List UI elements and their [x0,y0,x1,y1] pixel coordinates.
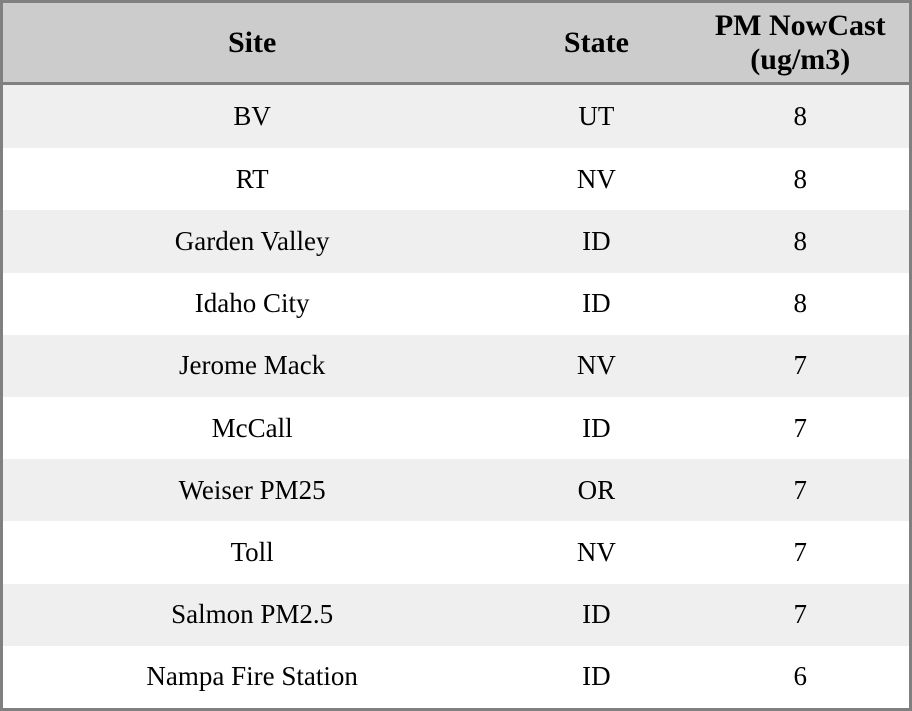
cell-value: 7 [692,459,909,521]
table-row [3,84,909,149]
cell-value: 8 [692,84,909,149]
cell-value: 7 [692,335,909,397]
cell-value: 8 [692,273,909,335]
cell-state: NV [501,335,691,397]
cell-state: ID [501,210,691,272]
cell-state: NV [501,521,691,583]
column-header-pm-nowcast: PM NowCast (ug/m3) [692,3,909,84]
table-row [3,521,909,583]
pm-nowcast-table [3,3,909,708]
table-row [3,646,909,708]
cell-site: BV [3,84,501,149]
table-row [3,397,909,459]
cell-value: 7 [692,584,909,646]
cell-value: 8 [692,210,909,272]
table-header [3,3,909,84]
table-row [3,584,909,646]
table-body [3,84,909,708]
table-row [3,210,909,272]
cell-value: 6 [692,646,909,708]
table-row [3,335,909,397]
cell-site: Weiser PM25 [3,459,501,521]
cell-site: Nampa Fire Station [3,646,501,708]
column-header-site: Site [3,3,501,84]
table-row [3,273,909,335]
table-row [3,459,909,521]
column-header-state: State [501,3,691,84]
cell-state: NV [501,148,691,210]
cell-state: UT [501,84,691,149]
cell-state: ID [501,646,691,708]
cell-state: ID [501,397,691,459]
cell-value: 7 [692,521,909,583]
table-row [3,148,909,210]
cell-site: Salmon PM2.5 [3,584,501,646]
cell-state: ID [501,273,691,335]
cell-state: OR [501,459,691,521]
cell-site: Idaho City [3,273,501,335]
cell-state: ID [501,584,691,646]
cell-site: Toll [3,521,501,583]
cell-value: 8 [692,148,909,210]
cell-site: Garden Valley [3,210,501,272]
cell-value: 7 [692,397,909,459]
cell-site: RT [3,148,501,210]
cell-site: Jerome Mack [3,335,501,397]
cell-site: McCall [3,397,501,459]
table-header-row [3,3,909,84]
